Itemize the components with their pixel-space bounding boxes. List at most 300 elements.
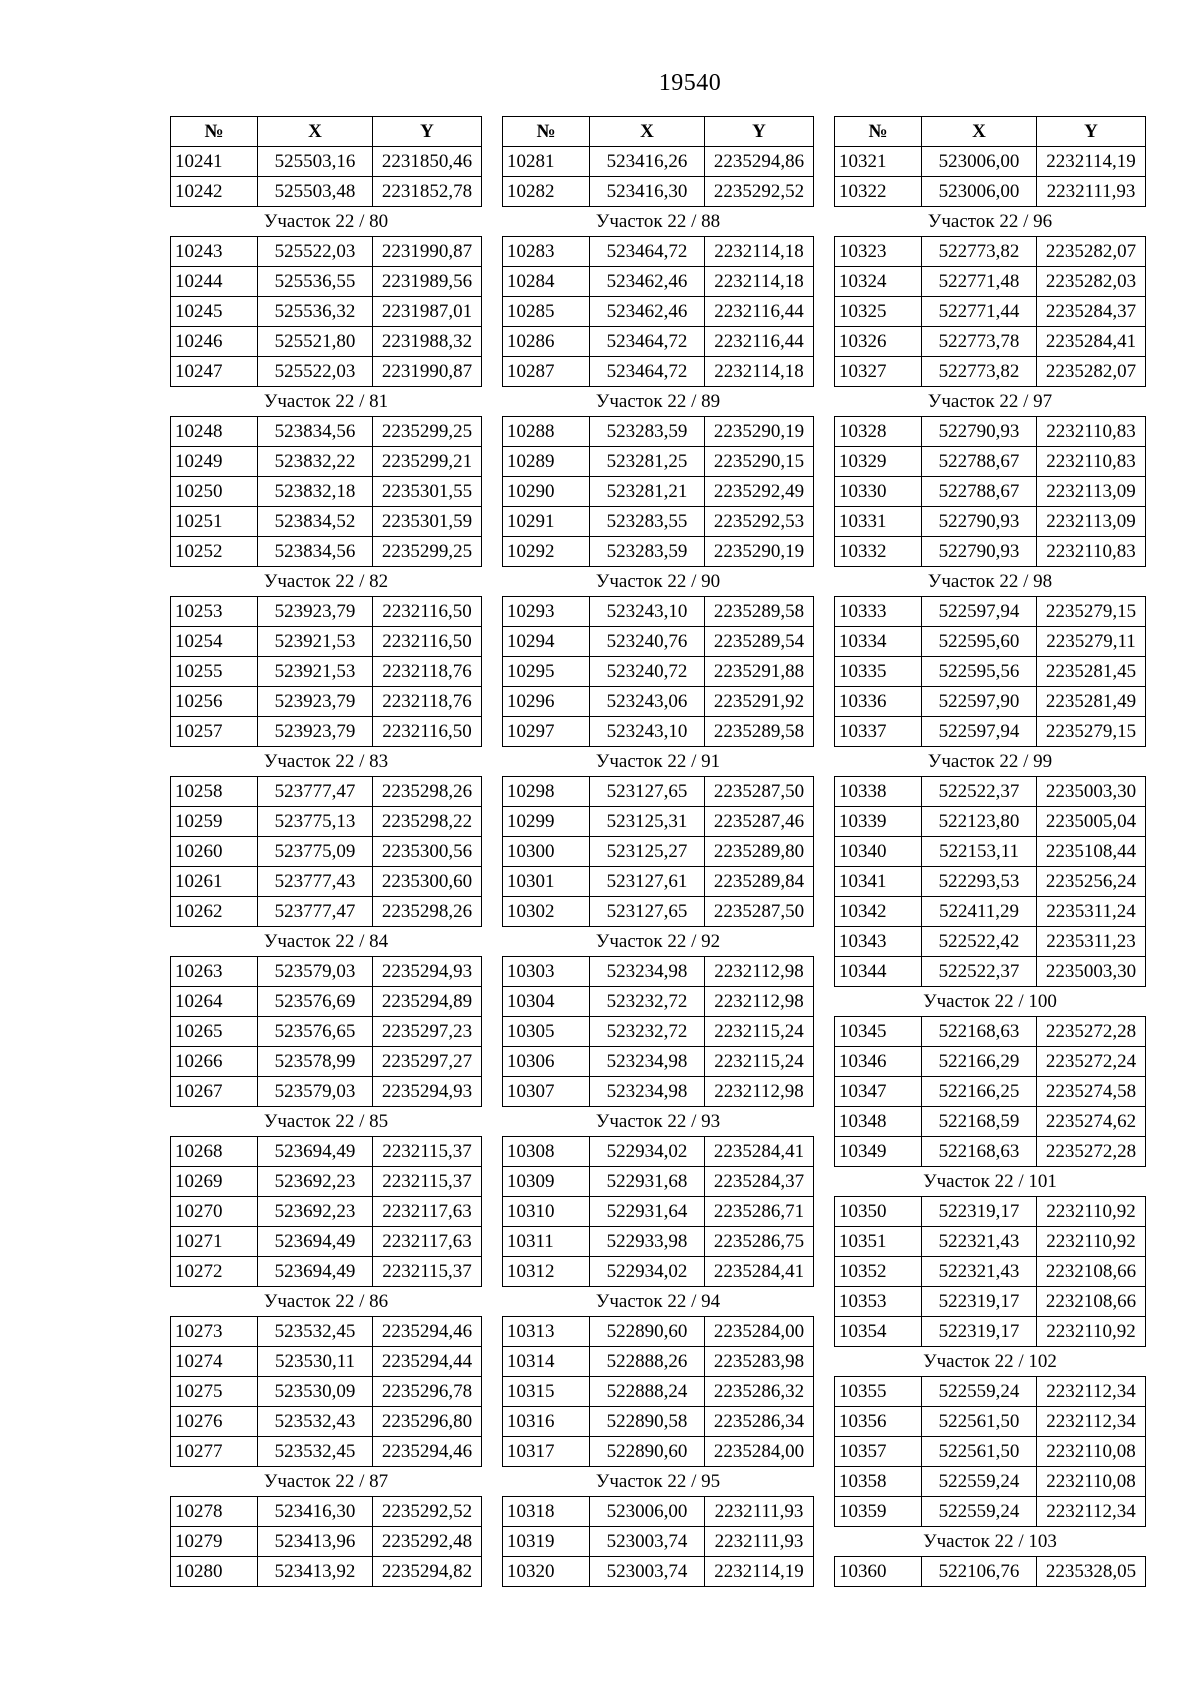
- point-number: 10273: [171, 1317, 258, 1347]
- x-coordinate: 523127,65: [590, 777, 705, 807]
- point-number: 10293: [503, 597, 590, 627]
- table-row: [171, 357, 482, 387]
- y-coordinate: 2235300,56: [373, 837, 482, 867]
- x-coordinate: 525503,16: [258, 147, 373, 177]
- y-coordinate: 2235003,30: [1037, 957, 1146, 987]
- y-coordinate: 2235311,24: [1037, 897, 1146, 927]
- section-label: Участок 22 / 80: [171, 207, 482, 237]
- x-coordinate: 522931,64: [590, 1197, 705, 1227]
- point-number: 10315: [503, 1377, 590, 1407]
- point-number: 10305: [503, 1017, 590, 1047]
- point-number: 10303: [503, 957, 590, 987]
- x-coordinate: 525522,03: [258, 357, 373, 387]
- x-coordinate: 522595,56: [922, 657, 1037, 687]
- table-row: [503, 297, 814, 327]
- table-row: [503, 1197, 814, 1227]
- section-label: Участок 22 / 86: [171, 1287, 482, 1317]
- point-number: 10353: [835, 1287, 922, 1317]
- section-row: [171, 387, 482, 417]
- table-row: [503, 627, 814, 657]
- y-coordinate: 2235108,44: [1037, 837, 1146, 867]
- x-coordinate: 522888,26: [590, 1347, 705, 1377]
- section-label: Участок 22 / 85: [171, 1107, 482, 1137]
- x-coordinate: 522788,67: [922, 447, 1037, 477]
- x-coordinate: 523232,72: [590, 987, 705, 1017]
- table-row: [835, 1317, 1146, 1347]
- point-number: 10291: [503, 507, 590, 537]
- point-number: 10262: [171, 897, 258, 927]
- point-number: 10282: [503, 177, 590, 207]
- y-coordinate: 2235003,30: [1037, 777, 1146, 807]
- y-coordinate: 2235301,59: [373, 507, 482, 537]
- y-coordinate: 2235279,15: [1037, 717, 1146, 747]
- x-coordinate: 522123,80: [922, 807, 1037, 837]
- y-coordinate: 2235289,54: [705, 627, 814, 657]
- x-coordinate: 522790,93: [922, 507, 1037, 537]
- y-coordinate: 2235287,46: [705, 807, 814, 837]
- y-coordinate: 2232115,37: [373, 1137, 482, 1167]
- section-row: [503, 1107, 814, 1137]
- point-number: 10352: [835, 1257, 922, 1287]
- point-number: 10326: [835, 327, 922, 357]
- point-number: 10359: [835, 1497, 922, 1527]
- point-number: 10336: [835, 687, 922, 717]
- point-number: 10344: [835, 957, 922, 987]
- table-row: [171, 717, 482, 747]
- x-coordinate: 523694,49: [258, 1227, 373, 1257]
- x-coordinate: 523003,74: [590, 1557, 705, 1587]
- point-number: 10324: [835, 267, 922, 297]
- table-row: [503, 447, 814, 477]
- point-number: 10276: [171, 1407, 258, 1437]
- table-row: [503, 867, 814, 897]
- x-coordinate: 523532,43: [258, 1407, 373, 1437]
- point-number: 10356: [835, 1407, 922, 1437]
- x-coordinate: 523240,72: [590, 657, 705, 687]
- x-coordinate: 522597,90: [922, 687, 1037, 717]
- table-row: [835, 1017, 1146, 1047]
- x-coordinate: 522522,37: [922, 957, 1037, 987]
- table-row: [835, 1437, 1146, 1467]
- table-row: [171, 327, 482, 357]
- x-coordinate: 522933,98: [590, 1227, 705, 1257]
- table-row: [835, 1497, 1146, 1527]
- x-coordinate: 522411,29: [922, 897, 1037, 927]
- x-coordinate: 523921,53: [258, 627, 373, 657]
- section-label: Участок 22 / 99: [835, 747, 1146, 777]
- y-coordinate: 2235297,23: [373, 1017, 482, 1047]
- y-coordinate: 2232115,24: [705, 1047, 814, 1077]
- y-coordinate: 2232114,19: [705, 1557, 814, 1587]
- x-coordinate: 523125,27: [590, 837, 705, 867]
- y-coordinate: 2235272,28: [1037, 1137, 1146, 1167]
- point-number: 10288: [503, 417, 590, 447]
- section-row: [503, 207, 814, 237]
- y-coordinate: 2235279,11: [1037, 627, 1146, 657]
- header-number: №: [171, 117, 258, 147]
- x-coordinate: 522773,82: [922, 357, 1037, 387]
- point-number: 10300: [503, 837, 590, 867]
- y-coordinate: 2235287,50: [705, 897, 814, 927]
- x-coordinate: 523462,46: [590, 267, 705, 297]
- y-coordinate: 2235282,07: [1037, 237, 1146, 267]
- x-coordinate: 523416,30: [590, 177, 705, 207]
- table-row: [835, 837, 1146, 867]
- section-row: [171, 1107, 482, 1137]
- section-row: [503, 567, 814, 597]
- table-row: [171, 477, 482, 507]
- x-coordinate: 523283,55: [590, 507, 705, 537]
- section-row: [171, 207, 482, 237]
- point-number: 10250: [171, 477, 258, 507]
- table-header-row: [171, 117, 482, 147]
- x-coordinate: 522559,24: [922, 1377, 1037, 1407]
- y-coordinate: 2231990,87: [373, 237, 482, 267]
- table-row: [171, 1017, 482, 1047]
- y-coordinate: 2232110,08: [1037, 1437, 1146, 1467]
- point-number: 10297: [503, 717, 590, 747]
- y-coordinate: 2232112,98: [705, 957, 814, 987]
- table-row: [503, 537, 814, 567]
- table-row: [171, 1077, 482, 1107]
- point-number: 10341: [835, 867, 922, 897]
- point-number: 10266: [171, 1047, 258, 1077]
- point-number: 10325: [835, 297, 922, 327]
- point-number: 10360: [835, 1557, 922, 1587]
- table-row: [503, 417, 814, 447]
- section-row: [171, 1467, 482, 1497]
- x-coordinate: 522595,60: [922, 627, 1037, 657]
- x-coordinate: 523775,09: [258, 837, 373, 867]
- point-number: 10294: [503, 627, 590, 657]
- x-coordinate: 522319,17: [922, 1287, 1037, 1317]
- x-coordinate: 523777,43: [258, 867, 373, 897]
- y-coordinate: 2232116,50: [373, 717, 482, 747]
- section-label: Участок 22 / 81: [171, 387, 482, 417]
- point-number: 10331: [835, 507, 922, 537]
- point-number: 10249: [171, 447, 258, 477]
- header-x: X: [922, 117, 1037, 147]
- point-number: 10268: [171, 1137, 258, 1167]
- table-row: [171, 147, 482, 177]
- point-number: 10299: [503, 807, 590, 837]
- table-row: [503, 147, 814, 177]
- y-coordinate: 2231989,56: [373, 267, 482, 297]
- y-coordinate: 2235289,58: [705, 597, 814, 627]
- section-label: Участок 22 / 83: [171, 747, 482, 777]
- table-row: [171, 867, 482, 897]
- table-row: [835, 1047, 1146, 1077]
- point-number: 10317: [503, 1437, 590, 1467]
- y-coordinate: 2231990,87: [373, 357, 482, 387]
- y-coordinate: 2235299,25: [373, 417, 482, 447]
- point-number: 10290: [503, 477, 590, 507]
- point-number: 10269: [171, 1167, 258, 1197]
- table-row: [835, 177, 1146, 207]
- section-row: [171, 567, 482, 597]
- table-row: [171, 1047, 482, 1077]
- section-label: Участок 22 / 91: [503, 747, 814, 777]
- point-number: 10327: [835, 357, 922, 387]
- y-coordinate: 2232110,83: [1037, 447, 1146, 477]
- y-coordinate: 2232116,44: [705, 297, 814, 327]
- table-row: [503, 1527, 814, 1557]
- y-coordinate: 2235289,80: [705, 837, 814, 867]
- point-number: 10272: [171, 1257, 258, 1287]
- point-number: 10349: [835, 1137, 922, 1167]
- x-coordinate: 523532,45: [258, 1317, 373, 1347]
- table-row: [835, 1227, 1146, 1257]
- table-row: [835, 1197, 1146, 1227]
- y-coordinate: 2232112,34: [1037, 1407, 1146, 1437]
- x-coordinate: 523532,45: [258, 1437, 373, 1467]
- y-coordinate: 2232112,98: [705, 1077, 814, 1107]
- y-coordinate: 2232111,93: [705, 1527, 814, 1557]
- section-row: [503, 1467, 814, 1497]
- y-coordinate: 2235272,24: [1037, 1047, 1146, 1077]
- point-number: 10270: [171, 1197, 258, 1227]
- x-coordinate: 523464,72: [590, 327, 705, 357]
- x-coordinate: 523243,06: [590, 687, 705, 717]
- y-coordinate: 2232112,98: [705, 987, 814, 1017]
- y-coordinate: 2235284,37: [705, 1167, 814, 1197]
- point-number: 10279: [171, 1527, 258, 1557]
- x-coordinate: 522788,67: [922, 477, 1037, 507]
- x-coordinate: 522522,42: [922, 927, 1037, 957]
- point-number: 10265: [171, 1017, 258, 1047]
- table-row: [171, 1227, 482, 1257]
- point-number: 10321: [835, 147, 922, 177]
- y-coordinate: 2235294,89: [373, 987, 482, 1017]
- y-coordinate: 2232111,93: [1037, 177, 1146, 207]
- x-coordinate: 523232,72: [590, 1017, 705, 1047]
- section-row: [835, 747, 1146, 777]
- point-number: 10342: [835, 897, 922, 927]
- y-coordinate: 2235284,41: [705, 1257, 814, 1287]
- section-label: Участок 22 / 100: [835, 987, 1146, 1017]
- y-coordinate: 2232110,08: [1037, 1467, 1146, 1497]
- table-row: [503, 1437, 814, 1467]
- table-row: [835, 627, 1146, 657]
- x-coordinate: 523692,23: [258, 1197, 373, 1227]
- y-coordinate: 2232117,63: [373, 1197, 482, 1227]
- point-number: 10298: [503, 777, 590, 807]
- section-row: [503, 927, 814, 957]
- section-row: [503, 387, 814, 417]
- section-label: Участок 22 / 97: [835, 387, 1146, 417]
- table-row: [171, 987, 482, 1017]
- y-coordinate: 2231988,32: [373, 327, 482, 357]
- point-number: 10329: [835, 447, 922, 477]
- point-number: 10261: [171, 867, 258, 897]
- x-coordinate: 522559,24: [922, 1497, 1037, 1527]
- y-coordinate: 2235284,41: [1037, 327, 1146, 357]
- y-coordinate: 2235292,53: [705, 507, 814, 537]
- table-row: [503, 1377, 814, 1407]
- table-row: [835, 1377, 1146, 1407]
- x-coordinate: 523283,59: [590, 537, 705, 567]
- table-row: [835, 957, 1146, 987]
- y-coordinate: 2232110,92: [1037, 1227, 1146, 1257]
- y-coordinate: 2235300,60: [373, 867, 482, 897]
- point-number: 10304: [503, 987, 590, 1017]
- table-row: [171, 1557, 482, 1587]
- point-number: 10296: [503, 687, 590, 717]
- x-coordinate: 522890,58: [590, 1407, 705, 1437]
- y-coordinate: 2235294,86: [705, 147, 814, 177]
- table-row: [835, 447, 1146, 477]
- y-coordinate: 2235298,26: [373, 777, 482, 807]
- x-coordinate: 522522,37: [922, 777, 1037, 807]
- point-number: 10347: [835, 1077, 922, 1107]
- x-coordinate: 523834,56: [258, 417, 373, 447]
- table-row: [171, 1497, 482, 1527]
- x-coordinate: 523243,10: [590, 717, 705, 747]
- y-coordinate: 2232116,44: [705, 327, 814, 357]
- y-coordinate: 2235291,88: [705, 657, 814, 687]
- point-number: 10335: [835, 657, 922, 687]
- y-coordinate: 2232114,19: [1037, 147, 1146, 177]
- x-coordinate: 522790,93: [922, 537, 1037, 567]
- table-row: [171, 837, 482, 867]
- y-coordinate: 2235286,75: [705, 1227, 814, 1257]
- table-row: [171, 1197, 482, 1227]
- section-label: Участок 22 / 84: [171, 927, 482, 957]
- y-coordinate: 2235281,49: [1037, 687, 1146, 717]
- point-number: 10301: [503, 867, 590, 897]
- x-coordinate: 523234,98: [590, 957, 705, 987]
- table-row: [171, 507, 482, 537]
- table-row: [503, 717, 814, 747]
- point-number: 10319: [503, 1527, 590, 1557]
- y-coordinate: 2235256,24: [1037, 867, 1146, 897]
- section-row: [503, 747, 814, 777]
- x-coordinate: 523921,53: [258, 657, 373, 687]
- x-coordinate: 522166,29: [922, 1047, 1037, 1077]
- header-y: Y: [705, 117, 814, 147]
- point-number: 10340: [835, 837, 922, 867]
- y-coordinate: 2232116,50: [373, 597, 482, 627]
- header-x: X: [590, 117, 705, 147]
- point-number: 10280: [171, 1557, 258, 1587]
- y-coordinate: 2235292,48: [373, 1527, 482, 1557]
- y-coordinate: 2232114,18: [705, 237, 814, 267]
- table-row: [503, 1167, 814, 1197]
- table-row: [171, 1137, 482, 1167]
- point-number: 10287: [503, 357, 590, 387]
- point-number: 10313: [503, 1317, 590, 1347]
- x-coordinate: 523416,30: [258, 1497, 373, 1527]
- section-label: Участок 22 / 82: [171, 567, 482, 597]
- y-coordinate: 2235290,19: [705, 417, 814, 447]
- x-coordinate: 525536,32: [258, 297, 373, 327]
- table-row: [835, 1557, 1146, 1587]
- x-coordinate: 523281,25: [590, 447, 705, 477]
- table-row: [835, 867, 1146, 897]
- table-row: [171, 1527, 482, 1557]
- table-row: [503, 897, 814, 927]
- table-row: [835, 1107, 1146, 1137]
- x-coordinate: 523234,98: [590, 1047, 705, 1077]
- section-row: [835, 1347, 1146, 1377]
- y-coordinate: 2235297,27: [373, 1047, 482, 1077]
- table-row: [835, 147, 1146, 177]
- x-coordinate: 523125,31: [590, 807, 705, 837]
- y-coordinate: 2235328,05: [1037, 1557, 1146, 1587]
- y-coordinate: 2232112,34: [1037, 1377, 1146, 1407]
- x-coordinate: 523240,76: [590, 627, 705, 657]
- section-row: [171, 747, 482, 777]
- table-header-row: [835, 117, 1146, 147]
- y-coordinate: 2235284,37: [1037, 297, 1146, 327]
- x-coordinate: 523283,59: [590, 417, 705, 447]
- point-number: 10318: [503, 1497, 590, 1527]
- table-row: [835, 477, 1146, 507]
- y-coordinate: 2235279,15: [1037, 597, 1146, 627]
- point-number: 10358: [835, 1467, 922, 1497]
- y-coordinate: 2232111,93: [705, 1497, 814, 1527]
- table-row: [835, 717, 1146, 747]
- x-coordinate: 523692,23: [258, 1167, 373, 1197]
- point-number: 10242: [171, 177, 258, 207]
- point-number: 10275: [171, 1377, 258, 1407]
- y-coordinate: 2235301,55: [373, 477, 482, 507]
- header-x: X: [258, 117, 373, 147]
- table-row: [503, 597, 814, 627]
- point-number: 10248: [171, 417, 258, 447]
- x-coordinate: 522888,24: [590, 1377, 705, 1407]
- y-coordinate: 2235294,44: [373, 1347, 482, 1377]
- table-row: [171, 687, 482, 717]
- point-number: 10247: [171, 357, 258, 387]
- x-coordinate: 522890,60: [590, 1317, 705, 1347]
- point-number: 10264: [171, 987, 258, 1017]
- table-row: [835, 417, 1146, 447]
- table-row: [835, 897, 1146, 927]
- table-row: [503, 807, 814, 837]
- y-coordinate: 2235281,45: [1037, 657, 1146, 687]
- x-coordinate: 523530,11: [258, 1347, 373, 1377]
- table-row: [835, 327, 1146, 357]
- point-number: 10245: [171, 297, 258, 327]
- x-coordinate: 523777,47: [258, 897, 373, 927]
- y-coordinate: 2235005,04: [1037, 807, 1146, 837]
- x-coordinate: 522321,43: [922, 1257, 1037, 1287]
- point-number: 10345: [835, 1017, 922, 1047]
- x-coordinate: 522106,76: [922, 1557, 1037, 1587]
- point-number: 10351: [835, 1227, 922, 1257]
- table-row: [503, 1557, 814, 1587]
- point-number: 10257: [171, 717, 258, 747]
- x-coordinate: 523832,22: [258, 447, 373, 477]
- y-coordinate: 2235311,23: [1037, 927, 1146, 957]
- table-row: [171, 1317, 482, 1347]
- x-coordinate: 523777,47: [258, 777, 373, 807]
- y-coordinate: 2235294,46: [373, 1437, 482, 1467]
- table-row: [835, 1077, 1146, 1107]
- y-coordinate: 2235286,34: [705, 1407, 814, 1437]
- x-coordinate: 522931,68: [590, 1167, 705, 1197]
- table-row: [171, 267, 482, 297]
- y-coordinate: 2235292,49: [705, 477, 814, 507]
- y-coordinate: 2232118,76: [373, 687, 482, 717]
- point-number: 10258: [171, 777, 258, 807]
- section-label: Участок 22 / 93: [503, 1107, 814, 1137]
- table-row: [835, 237, 1146, 267]
- point-number: 10274: [171, 1347, 258, 1377]
- table-row: [171, 657, 482, 687]
- y-coordinate: 2231987,01: [373, 297, 482, 327]
